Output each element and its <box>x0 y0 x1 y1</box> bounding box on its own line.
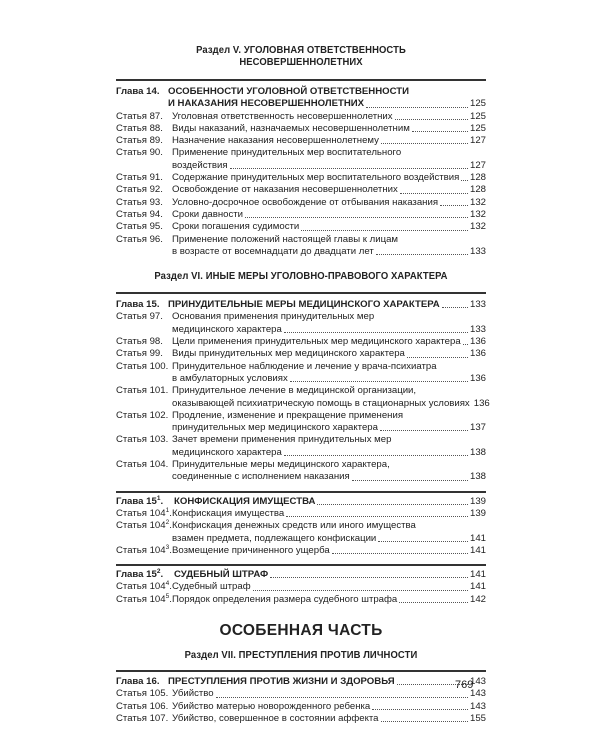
page-ref: 141 <box>469 544 486 556</box>
page-ref: 128 <box>469 172 486 184</box>
article-title-line: Принудительное наблюдение и лечение у врача-психиатра <box>172 360 437 372</box>
page-ref: 136 <box>469 336 486 348</box>
article-entry <box>116 688 486 700</box>
article-title-line: принудительных мер медицинского характера <box>172 422 378 434</box>
article-title-line: Продление, изменение и прекращение применения <box>172 409 404 421</box>
article-entry <box>116 410 486 435</box>
chapter-entry <box>116 299 486 311</box>
article-title-line: Уголовная ответственность несовершеннолетних <box>172 110 393 122</box>
article-title-line: Основания применения принудительных мер <box>172 311 375 323</box>
article-label: Статья 87. <box>116 110 163 122</box>
chapter-rule <box>116 564 486 566</box>
page-ref: 138 <box>469 471 486 483</box>
article-title-line: Убийство, совершенное в состоянии аффекта <box>172 712 379 724</box>
article-entry <box>116 311 486 336</box>
chapter-title-line: СУДЕБНЫЙ ШТРАФ <box>174 569 269 581</box>
article-entry <box>116 434 486 459</box>
page-ref: 137 <box>469 422 486 434</box>
article-label: Статья 99. <box>116 348 163 360</box>
article-label: Статья 88. <box>116 122 163 134</box>
page-ref: 125 <box>469 122 486 134</box>
page-ref: 125 <box>469 98 486 110</box>
article-entry <box>116 209 486 221</box>
article-title-line: Цели применения принудительных мер медицинского характера <box>172 336 461 348</box>
article-title-line: Сроки давности <box>172 208 244 220</box>
article-title-line: в возрасте от восемнадцати до двадцати лет <box>172 245 374 257</box>
page-ref: 136 <box>473 397 490 409</box>
page-ref: 127 <box>469 159 486 171</box>
chapter-label: Глава 15 <box>116 569 157 581</box>
article-title-line: Виды принудительных мер медицинского характера <box>172 348 405 360</box>
article-label-sup: 3 <box>165 543 170 551</box>
page-ref: 132 <box>469 208 486 220</box>
article-label: Статья 104 <box>116 581 166 593</box>
page-ref: 133 <box>469 299 486 311</box>
article-entry <box>116 234 486 259</box>
chapter-label-sup: 1 <box>156 494 161 502</box>
chapter-title-line: И НАКАЗАНИЯ НЕСОВЕРШЕННОЛЕТНИХ <box>168 98 365 110</box>
chapter-label: Глава 14. <box>116 86 160 97</box>
page-ref: 155 <box>469 712 486 724</box>
article-title-line: оказывающей психиатрическую помощь в стационарных условиях <box>172 397 470 409</box>
article-label: Статья 93. <box>116 196 163 208</box>
article-entry <box>116 385 490 410</box>
article-label: Статья 106. <box>116 700 169 712</box>
article-label: Статья 104 <box>116 544 166 556</box>
page-ref: 136 <box>469 372 486 384</box>
article-title-line: Освобождение от наказания несовершеннолетних <box>172 184 398 196</box>
article-title-line: Принудительное лечение в медицинской организации, <box>172 385 417 397</box>
part-title: ОСОБЕННАЯ ЧАСТЬ <box>219 621 383 639</box>
article-title-line: соединенные с исполнением наказания <box>172 471 350 483</box>
article-title-line: Сроки погашения судимости <box>172 221 300 233</box>
page-ref: 125 <box>469 110 486 122</box>
chapter-title-line: ОСОБЕННОСТИ УГОЛОВНОЙ ОТВЕТСТВЕННОСТИ <box>168 86 410 97</box>
page-ref: 133 <box>469 245 486 257</box>
article-entry: Статья $104^2$. Конфискация денежных средств или иного имущества взамен предмета, подлежащего конфискации 141 <box>116 519 486 544</box>
article-entry <box>116 197 486 209</box>
page-ref: 136 <box>469 348 486 360</box>
article-title-line: Применение принудительных мер воспитательного <box>172 147 402 159</box>
chapter-title-line: ПРИНУДИТЕЛЬНЫЕ МЕРЫ МЕДИЦИНСКОГО ХАРАКТЕРА <box>168 299 440 311</box>
page-ref: 139 <box>469 507 486 519</box>
article-entry: Статья $104^1$. Конфискация имущества 139 <box>116 506 486 519</box>
article-label: Статья 92. <box>116 184 163 196</box>
article-entry <box>116 348 486 360</box>
article-label: Статья 105. <box>116 688 169 700</box>
section-rule <box>116 292 486 294</box>
page-ref: 141 <box>469 532 486 544</box>
toc-page <box>116 0 490 725</box>
article-label: Статья 100. <box>116 360 169 372</box>
article-title-line: Применение положений настоящей главы к лицам <box>172 233 399 245</box>
article-label: Статья 101. <box>116 385 169 397</box>
article-entry: Статья $104^5$. Порядок определения размера судебного штрафа 142 <box>116 592 486 605</box>
article-entry <box>116 361 486 386</box>
page-ref: 141 <box>469 569 486 581</box>
page-ref: 142 <box>469 593 486 605</box>
section-rule <box>116 670 486 672</box>
page-ref: 138 <box>469 446 486 458</box>
article-entry: Статья $104^4$. Судебный штраф 141 <box>116 580 486 593</box>
article-title-line: Содержание принудительных мер воспитательного воздействия <box>172 172 460 184</box>
page-ref: 143 <box>469 675 486 687</box>
article-entry <box>116 713 486 725</box>
page-ref: 141 <box>469 581 486 593</box>
article-entry <box>116 459 486 484</box>
article-title-line: Зачет времени применения принудительных мер <box>172 434 392 446</box>
page-ref: 127 <box>469 135 486 147</box>
article-label: Статья 107. <box>116 712 169 724</box>
section-heading: Раздел VI. ИНЫЕ МЕРЫ УГОЛОВНО-ПРАВОВОГО ХАРАКТЕРА <box>154 270 448 283</box>
chapter-entry <box>116 86 486 111</box>
chapter-title-line: ПРЕСТУПЛЕНИЯ ПРОТИВ ЖИЗНИ И ЗДОРОВЬЯ <box>168 675 395 687</box>
page-ref: 143 <box>469 688 486 700</box>
page-ref: 132 <box>469 196 486 208</box>
article-entry <box>116 135 486 147</box>
article-entry <box>116 147 486 172</box>
page-ref: 128 <box>469 184 486 196</box>
article-title-line: Убийство <box>172 688 214 700</box>
article-title-line: Конфискация денежных средств или иного имущества <box>172 520 416 532</box>
article-label: Статья 104 <box>116 520 166 532</box>
section-rule <box>116 79 486 81</box>
article-title-line: в амбулаторных условиях <box>172 372 288 384</box>
article-title-line: Конфискация имущества <box>172 507 285 519</box>
article-title-line: медицинского характера <box>172 323 282 335</box>
article-title-line: взамен предмета, подлежащего конфискации <box>172 532 377 544</box>
chapter-entry: Глава $15^1$. КОНФИСКАЦИЯ ИМУЩЕСТВА 139 <box>116 494 486 507</box>
page-ref: 143 <box>469 700 486 712</box>
article-label-sup: 1 <box>165 506 170 514</box>
chapter-entry <box>116 676 486 688</box>
article-title-line: Порядок определения размера судебного штрафа <box>172 593 398 605</box>
article-title-line: Условно-досрочное освобождение от отбывания наказания <box>172 196 439 208</box>
chapter-label: Глава 16. <box>116 675 160 687</box>
article-title-line: Назначение наказания несовершеннолетнему <box>172 135 379 147</box>
article-title-line: Принудительные меры медицинского характера, <box>172 459 390 471</box>
article-title-line: Судебный штраф <box>172 581 251 593</box>
page-ref: 132 <box>469 221 486 233</box>
article-title-line: медицинского характера <box>172 446 282 458</box>
chapter-title-line: КОНФИСКАЦИЯ ИМУЩЕСТВА <box>174 495 316 507</box>
article-entry <box>116 184 486 196</box>
article-title-line: Возмещение причиненного ущерба <box>172 544 330 556</box>
article-entry <box>116 111 486 123</box>
article-label-sup: 2 <box>165 519 170 527</box>
article-label: Статья 98. <box>116 336 163 348</box>
article-label: Статья 91. <box>116 172 163 184</box>
article-label: Статья 104 <box>116 593 166 605</box>
page-ref: 133 <box>469 323 486 335</box>
article-label-sup: 4 <box>165 580 170 588</box>
article-entry <box>116 172 486 184</box>
article-entry <box>116 123 486 135</box>
article-entry <box>116 336 486 348</box>
article-entry <box>116 221 486 233</box>
article-label: Статья 104. <box>116 459 169 471</box>
chapter-label: Глава 15 <box>116 495 157 507</box>
article-label: Статья 103. <box>116 434 169 446</box>
article-label: Статья 95. <box>116 221 163 233</box>
article-title-line: воздействия <box>172 159 228 171</box>
article-label: Статья 90. <box>116 147 163 159</box>
article-entry <box>116 701 486 713</box>
article-label: Статья 96. <box>116 233 163 245</box>
chapter-entry: Глава $15^2$. СУДЕБНЫЙ ШТРАФ 141 <box>116 567 486 581</box>
section-heading: Раздел V. УГОЛОВНАЯ ОТВЕТСТВЕННОСТЬ НЕСОВЕРШЕННОЛЕТНИХ <box>196 44 406 68</box>
article-title-line: Убийство матерью новорожденного ребенка <box>172 700 371 712</box>
section-heading: Раздел VII. ПРЕСТУПЛЕНИЯ ПРОТИВ ЛИЧНОСТИ <box>184 648 418 661</box>
article-label-sup: 5 <box>165 592 170 600</box>
chapter-label: Глава 15. <box>116 299 160 311</box>
page-number: 769 <box>455 679 474 691</box>
article-label: Статья 97. <box>116 311 163 323</box>
chapter-rule <box>116 491 486 493</box>
page-ref: 139 <box>469 495 486 507</box>
article-label: Статья 94. <box>116 208 163 220</box>
article-title-line: Виды наказаний, назначаемых несовершеннолетним <box>172 122 410 134</box>
article-entry: Статья $104^3$. Возмещение причиненного ущерба 141 <box>116 543 486 556</box>
chapter-label-sup: 2 <box>156 567 161 575</box>
article-label: Статья 104 <box>116 507 166 519</box>
article-label: Статья 89. <box>116 135 163 147</box>
article-label: Статья 102. <box>116 409 169 421</box>
